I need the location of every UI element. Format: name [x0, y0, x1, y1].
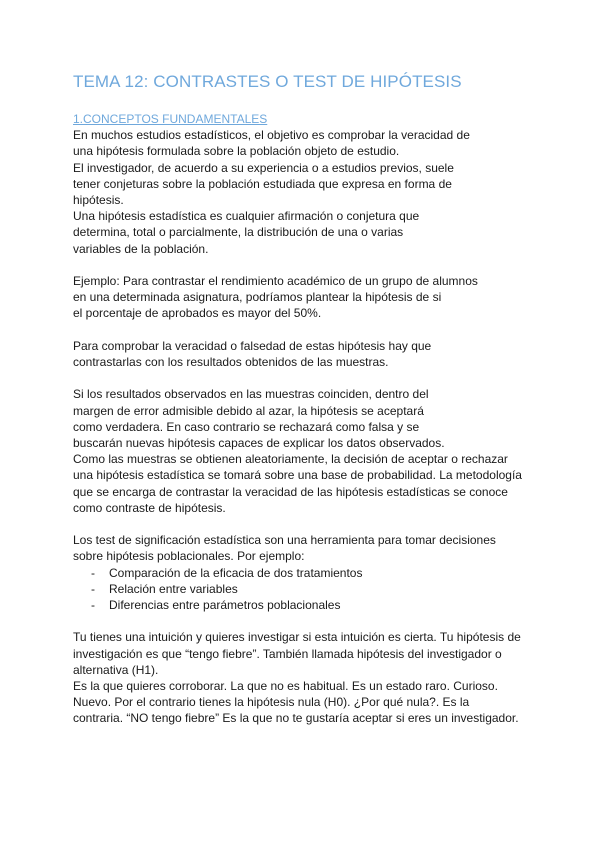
text-line: Una hipótesis estadística es cualquier afirmación o conjetura que [73, 209, 420, 224]
text-line: una hipótesis estadística se tomará sobre una base de probabilidad. La metodología [73, 468, 522, 483]
text-line: contrastarlas con los resultados obtenidos de las muestras. [73, 355, 389, 370]
list-item [73, 581, 543, 597]
bullet-dash: - [91, 598, 95, 613]
text-line: sobre hipótesis poblacionales. Por ejemplo: [73, 549, 305, 564]
text-line: Es la que quieres corroborar. La que no es habitual. Es un estado raro. Curioso. [73, 679, 498, 694]
list-item-text: Comparación de la eficacia de dos tratamientos [109, 565, 363, 580]
text-line: El investigador, de acuerdo a su experiencia o a estudios previos, suele [73, 160, 454, 175]
paragraph-verification [73, 338, 543, 370]
text-line: que se encarga de contrastar la veracidad de las hipótesis estadísticas se conoce [73, 484, 508, 499]
text-line: Los test de significación estadística son una herramienta para tomar decisiones [73, 533, 496, 548]
text-line: en una determinada asignatura, podríamos plantear la hipótesis de si [73, 290, 442, 305]
paragraph-intro [73, 127, 543, 257]
text-line: una hipótesis formulada sobre la población objeto de estudio. [73, 144, 400, 159]
text-line: hipótesis. [73, 193, 124, 208]
text-line: el porcentaje de aprobados es mayor del 50%. [73, 306, 322, 321]
paragraph-results [73, 386, 543, 516]
paragraph-gap [73, 516, 543, 532]
text-line: Para comprobar la veracidad o falsedad de estas hipótesis hay que [73, 338, 432, 353]
text-line: investigación es que “tengo fiebre”. También llamada hipótesis del investigador o [73, 646, 502, 661]
document-body [73, 111, 543, 727]
page-title: TEMA 12: CONTRASTES O TEST DE HIPÓTESIS [73, 72, 462, 91]
text-line: buscarán nuevas hipótesis capaces de explicar los datos observados. [73, 436, 445, 451]
paragraph-example [73, 273, 543, 322]
text-line: Tu tienes una intuición y quieres investigar si esta intuición es cierta. Tu hipótesis de [73, 630, 521, 645]
bullet-dash: - [91, 581, 95, 596]
text-line: alternativa (H1). [73, 662, 159, 677]
paragraph-gap [73, 322, 543, 338]
text-line: Como las muestras se obtienen aleatoriamente, la decisión de aceptar o rechazar [73, 452, 508, 467]
text-line: Si los resultados observados en las muestras coinciden, dentro del [73, 387, 429, 402]
paragraph-hypothesis-example [73, 629, 543, 726]
text-line: tener conjeturas sobre la población estudiada que expresa en forma de [73, 176, 452, 191]
text-line: margen de error admisible debido al azar, la hipótesis se aceptará [73, 403, 424, 418]
text-line: determina, total o parcialmente, la distribución de una o varias [73, 225, 404, 240]
bullet-list [73, 565, 543, 614]
text-line: Ejemplo: Para contrastar el rendimiento académico de un grupo de alumnos [73, 274, 478, 289]
paragraph-gap [73, 370, 543, 386]
paragraph-gap [73, 257, 543, 273]
text-line: variables de la población. [73, 241, 209, 256]
text-line: En muchos estudios estadísticos, el objetivo es comprobar la veracidad de [73, 128, 470, 143]
text-line: Nuevo. Por el contrario tienes la hipótesis nula (H0). ¿Por qué nula?. Es la [73, 695, 470, 710]
text-line: contraria. “NO tengo fiebre” Es la que no te gustaría aceptar si eres un investigador. [73, 711, 519, 726]
list-item [73, 597, 543, 613]
list-item-text: Relación entre variables [109, 581, 238, 596]
paragraph-gap [73, 613, 543, 629]
text-line: como contraste de hipótesis. [73, 500, 226, 515]
section-heading: 1.CONCEPTOS FUNDAMENTALES [73, 112, 268, 126]
text-line: como verdadera. En caso contrario se rechazará como falsa y se [73, 419, 420, 434]
list-item-text: Diferencias entre parámetros poblacionales [109, 598, 341, 613]
list-item [73, 565, 543, 581]
paragraph-significance-tests [73, 532, 543, 564]
bullet-dash: - [91, 565, 95, 580]
